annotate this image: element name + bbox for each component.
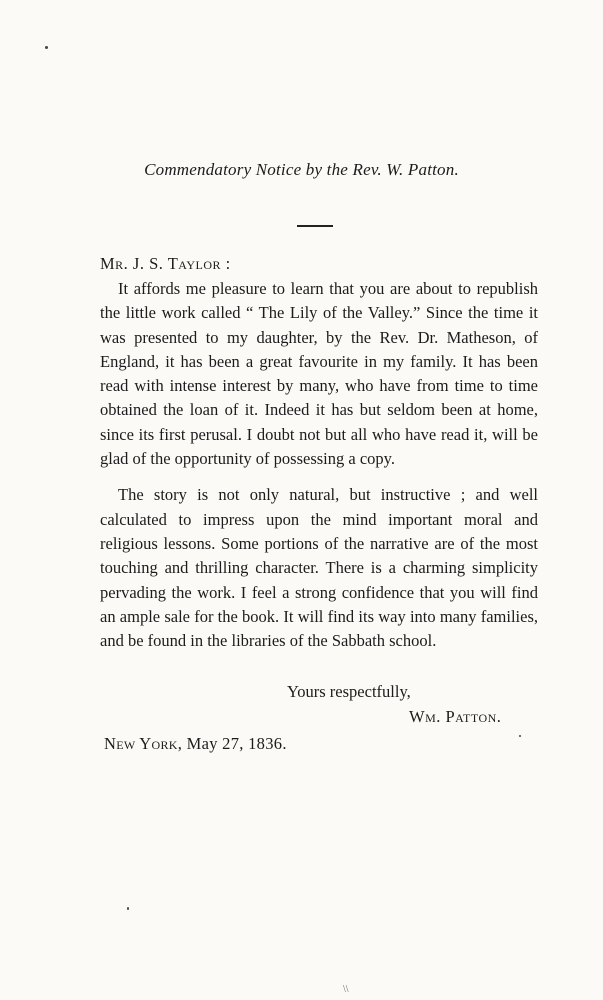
letter-closing: Yours respectfully, <box>287 682 411 701</box>
paper-mark: \\ <box>343 984 349 995</box>
paper-speck <box>45 46 48 49</box>
letter-signature: Wm. Patton. <box>409 707 502 726</box>
place-and-date <box>104 734 287 754</box>
divider-rule <box>297 225 333 227</box>
paper-speck <box>127 907 129 910</box>
letter-salutation: Mr. J. S. Taylor : <box>100 254 231 273</box>
date-text: May 27, 1836. <box>186 734 287 753</box>
page-title: Commendatory Notice by the Rev. W. Patton. <box>144 160 459 179</box>
paper-speck <box>519 735 521 737</box>
place-text: New York, <box>104 734 183 753</box>
paragraph: The story is not only natural, but instructive ; and well calculated to impress upon the mind important moral and religious lessons. Some portions of the narrative are of the most touching and thrilling character. There is a charming simplicity pervading the work. I feel a strong confidence that you will find an ample sale for the book. It will find its way into many families, and be found in the libraries of the Sabbath school. <box>100 485 538 651</box>
paragraph: It affords me pleasure to learn that you are about to republish the little work called “ The Lily of the Valley.” Since the time it was presented to my daughter, by the Rev. Dr. Matheson, of England, it has been a great favourite in my family. It has been read with intense interest by many, who have from time to time obtained the loan of it. Indeed it has but seldom been at home, since its first perusal. I doubt not but all who have read it, will be glad of the opportunity of possessing a copy. <box>100 279 538 469</box>
letter-body <box>100 277 538 665</box>
